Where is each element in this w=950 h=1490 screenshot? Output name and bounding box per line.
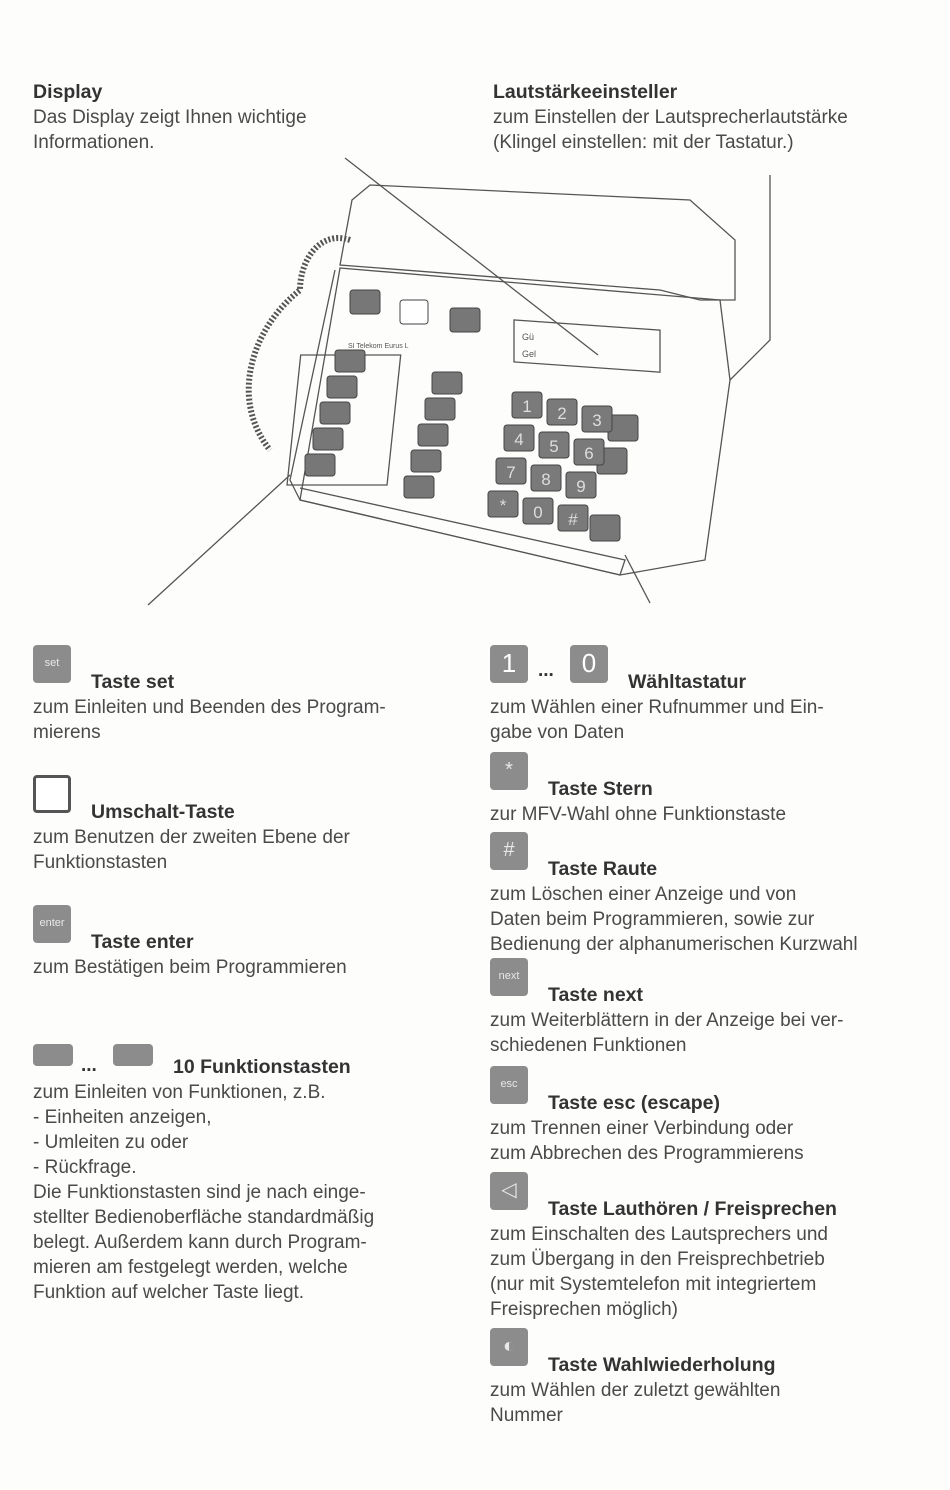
section-title: Taste Wahlwiederholung <box>548 1354 776 1376</box>
key-icon <box>33 1044 73 1066</box>
key-icon: set <box>33 645 71 683</box>
right-section <box>490 1172 930 1322</box>
keypad-key-label: 1 <box>522 397 532 416</box>
key-icon: ◐ <box>490 1328 528 1366</box>
left-section <box>33 1030 473 1305</box>
key-icon: esc <box>490 1066 528 1104</box>
keypad-key-label: 7 <box>506 463 516 482</box>
display-title: Display <box>33 81 103 103</box>
ellipsis: ... <box>81 1055 97 1076</box>
right-section <box>490 1066 930 1166</box>
section-desc: zum Wählen einer Rufnummer und Ein- gabe von Daten <box>490 697 824 743</box>
keypad-key-label: 4 <box>514 430 524 449</box>
section-desc: zum Bestätigen beim Programmieren <box>33 957 347 978</box>
telephone-illustration <box>0 150 950 610</box>
key-icon: # <box>490 832 528 870</box>
left-section <box>33 905 473 980</box>
key-icon: next <box>490 958 528 996</box>
key-icon: enter <box>33 905 71 943</box>
section-desc: zum Einleiten von Funktionen, z.B. - Einheiten anzeigen, - Umleiten zu oder - Rückfrage. Die Funktionstasten sind je nach einge- stellter Bedienoberfläche standardmäßig belegt. Außerdem kann durch Program- mieren am festgelegt werden, welche Funktion auf welcher Taste liegt. <box>33 1082 375 1303</box>
display-label-2: Gel <box>522 349 537 359</box>
section-desc: zum Wählen der zuletzt gewählten Nummer <box>490 1380 781 1426</box>
section-title: Taste Stern <box>548 778 653 800</box>
key-icon: ◁ <box>490 1172 528 1210</box>
key-icon: 1 <box>490 645 528 683</box>
key-icon: * <box>490 752 528 790</box>
keypad-key-label: * <box>499 496 507 515</box>
display-label-1: Gü <box>522 332 535 342</box>
display-desc: Das Display zeigt Ihnen wichtige Informationen. <box>33 107 307 153</box>
section-title: Wähltastatur <box>628 671 747 693</box>
volume-title: Lautstärkeeinsteller <box>493 81 678 103</box>
section-title: Umschalt-Taste <box>91 801 235 823</box>
section-desc: zum Einschalten des Lautsprechers und zum Übergang in den Freisprechbetrieb (nur mit Systemtelefon mit integriertem Freisprechen möglich) <box>490 1224 828 1320</box>
section-title: Taste enter <box>91 931 194 953</box>
section-title: Taste Raute <box>548 858 658 880</box>
key-icon <box>113 1044 153 1066</box>
keypad-key-label: # <box>568 510 578 529</box>
right-section <box>490 832 930 957</box>
keypad-key-label: 9 <box>576 477 586 496</box>
function-keys-pointer-line <box>148 475 290 605</box>
section-title: Taste Lauthören / Freisprechen <box>548 1198 837 1220</box>
section-desc: zum Trennen einer Verbindung oder zum Abbrechen des Programmierens <box>490 1118 804 1164</box>
section-title: Taste set <box>91 671 175 693</box>
keypad-key-label: 5 <box>549 437 559 456</box>
keypad-key-label: 8 <box>541 470 551 489</box>
section-desc: zum Löschen einer Anzeige und von Daten beim Programmieren, sowie zur Bedienung der alphanumerischen Kurzwahl <box>490 884 858 955</box>
section-desc: zum Weiterblättern in der Anzeige bei ver- schiedenen Funktionen <box>490 1010 844 1056</box>
section-title: Taste next <box>548 984 644 1006</box>
corner-pointer-line <box>625 555 650 603</box>
left-section <box>33 645 473 745</box>
keypad-key-label: 2 <box>557 404 567 423</box>
right-section <box>490 958 930 1058</box>
section-title: Taste esc (escape) <box>548 1092 720 1114</box>
keypad-key-label: 6 <box>584 444 594 463</box>
right-section <box>490 752 930 827</box>
key-icon: 0 <box>570 645 608 683</box>
right-section <box>490 1328 930 1428</box>
volume-desc: zum Einstellen der Lautsprecherlautstärke (Klingel einstellen: mit der Tastatur.) <box>493 107 848 153</box>
volume-callout <box>493 80 848 155</box>
section-desc: zur MFV-Wahl ohne Funktionstaste <box>490 804 787 825</box>
left-section <box>33 775 473 875</box>
right-section <box>490 645 930 745</box>
keypad-key-label: 3 <box>592 411 602 430</box>
section-desc: zum Benutzen der zweiten Ebene der Funktionstasten <box>33 827 350 873</box>
key-icon <box>33 775 71 813</box>
section-desc: zum Einleiten und Beenden des Program- mierens <box>33 697 386 743</box>
ellipsis: ... <box>538 660 554 681</box>
volume-pointer-line <box>730 175 770 380</box>
display-callout <box>33 80 307 155</box>
phone-brand: SI Telekom Eurus L <box>348 343 409 350</box>
section-title: 10 Funktionstasten <box>173 1056 351 1078</box>
keypad-key-label: 0 <box>533 503 543 522</box>
